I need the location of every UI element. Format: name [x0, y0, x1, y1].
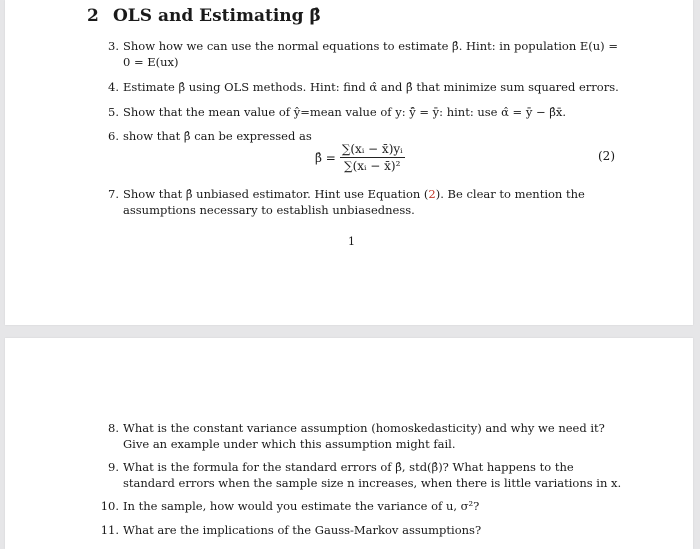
- page-1: [5, 0, 693, 325]
- page-number: 1: [348, 235, 355, 248]
- question-number: 6.: [108, 129, 119, 143]
- question-text: In the sample, how would you estimate the variance of u, σ²?: [123, 499, 480, 513]
- question-5: [95, 104, 625, 120]
- question-11: [95, 522, 625, 538]
- question-text: What is the constant variance assumption (homoskedasticity) and why we need it? Give an example under which this assumption might fail.: [123, 421, 605, 451]
- page-2: [5, 338, 693, 549]
- section-number: 2: [87, 6, 99, 26]
- question-text: What is the formula for the standard errors of β̂, std(β̂)? What happens to the standard errors when the sample size n increases, when there is little variations in x.: [123, 460, 622, 490]
- question-7-text-after: ). Be clear to mention the assumptions necessary to establish unbiasedness.: [123, 187, 585, 217]
- equation-lhs: β̂ =: [315, 150, 336, 165]
- question-text: Show how we can use the normal equations to estimate β̂. Hint: in population E(u) = 0 = E(ux): [123, 39, 618, 69]
- question-7-text-before: Show that β̂ unbiased estimator. Hint use Equation (: [123, 187, 429, 201]
- equation-label: (2): [598, 149, 615, 163]
- question-text: [123, 186, 625, 218]
- question-number: 3.: [108, 39, 119, 53]
- question-number: 5.: [108, 105, 119, 119]
- section-title: [87, 6, 321, 26]
- question-number: 11.: [100, 523, 119, 537]
- section-title-text: OLS and Estimating β̂: [113, 6, 321, 26]
- question-text: Show that the mean value of ŷ=mean value of y: ȳ̂ = ȳ: hint: use α̂ = ȳ − β̂x̄.: [123, 105, 567, 119]
- question-number: 8.: [108, 421, 119, 435]
- equation-2: [315, 142, 405, 173]
- question-8: [95, 420, 625, 452]
- equation-reference-link[interactable]: 2: [428, 187, 436, 201]
- question-text: What are the implications of the Gauss-Markov assumptions?: [123, 523, 482, 537]
- question-10: [95, 498, 625, 514]
- question-7: [95, 186, 625, 218]
- equation-denominator: ∑(xᵢ − x̄)²: [344, 159, 401, 173]
- question-number: 9.: [108, 460, 119, 474]
- equation-fraction: [340, 142, 405, 173]
- question-number: 10.: [100, 499, 119, 513]
- question-4: [95, 79, 625, 95]
- question-text: Estimate β̂ using OLS methods. Hint: find α̂ and β̂ that minimize sum squared errors.: [123, 80, 619, 94]
- question-9: [95, 459, 625, 491]
- question-text: show that β̂ can be expressed as: [123, 129, 312, 143]
- question-3: [95, 38, 625, 70]
- question-number: 7.: [108, 187, 119, 201]
- question-number: 4.: [108, 80, 119, 94]
- equation-numerator: ∑(xᵢ − x̄)yᵢ: [341, 142, 403, 156]
